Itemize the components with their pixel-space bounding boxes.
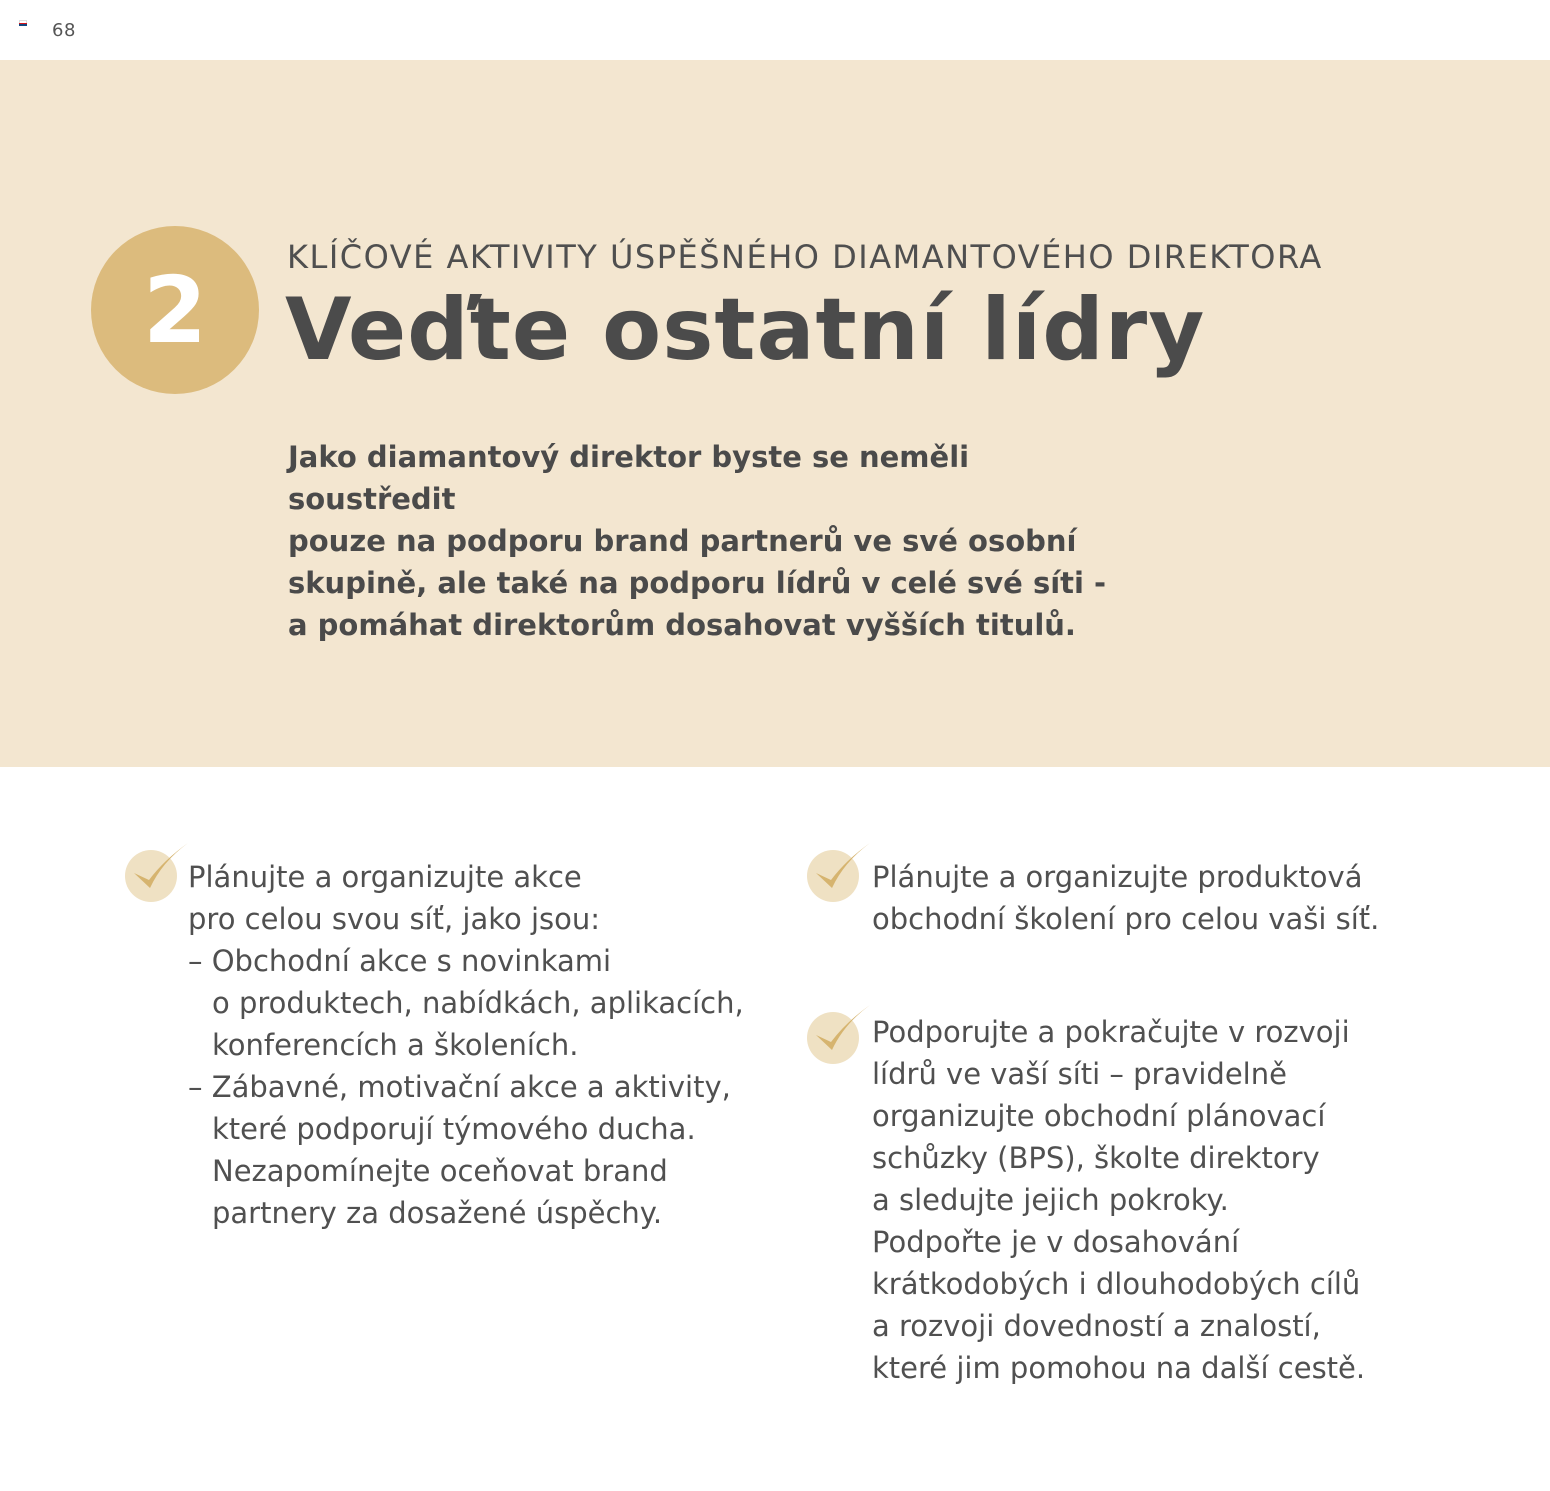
language-flag-icon [19, 20, 27, 26]
item-line: které jim pomohou na další cestě. [872, 1351, 1366, 1385]
item-line: Plánujte a organizujte akce [188, 860, 582, 894]
intro-paragraph: Jako diamantový direktor byste se neměli soustředit pouze na podporu brand partnerů ve své osobní skupině, ale také na podporu lídrů v celé své síti - a pomáhat direktorům dosahovat vyšších titulů. [288, 440, 1107, 642]
item-line: Podpořte je v dosahování [872, 1225, 1240, 1259]
item-line: a sledujte jejich pokroky. [872, 1183, 1229, 1217]
section-kicker: KLÍČOVÉ AKTIVITY ÚSPĚŠNÉHO DIAMANTOVÉHO DIREKTORA [287, 238, 1323, 276]
item-line: schůzky (BPS), školte direktory [872, 1141, 1320, 1175]
list-item-leaders [872, 1011, 1365, 1389]
item-line: a rozvoji dovedností a znalostí, [872, 1309, 1321, 1343]
item-line: Nezapomínejte oceňovat brand [212, 1154, 668, 1188]
checkmark-icon [124, 840, 190, 906]
item-line: partnery za dosažené úspěchy. [212, 1196, 663, 1230]
item-line: obchodní školení pro celou vaši síť. [872, 902, 1380, 936]
item-line: Podporujte a pokračujte v rozvoji [872, 1015, 1350, 1049]
item-line: organizujte obchodní plánovací [872, 1099, 1326, 1133]
page-title: Veďte ostatní lídry [285, 280, 1206, 380]
section-number-badge: 2 [91, 226, 259, 394]
item-line: pro celou svou síť, jako jsou: [188, 902, 601, 936]
list-item-events [188, 856, 744, 1234]
item-line: – Zábavné, motivační akce a aktivity, [188, 1070, 731, 1104]
section-banner [0, 60, 1550, 767]
item-line: – Obchodní akce s novinkami [188, 944, 612, 978]
item-line: o produktech, nabídkách, aplikacích, [212, 986, 744, 1020]
checkmark-icon [806, 1002, 872, 1068]
item-line: krátkodobých i dlouhodobých cílů [872, 1267, 1361, 1301]
checkmark-icon [806, 840, 872, 906]
item-line: lídrů ve vaší síti – pravidelně [872, 1057, 1287, 1091]
item-line: Plánujte a organizujte produktová [872, 860, 1363, 894]
item-line: konferencích a školeních. [212, 1028, 579, 1062]
list-item-training [872, 856, 1379, 940]
page-number: 68 [52, 20, 76, 41]
item-line: které podporují týmového ducha. [212, 1112, 696, 1146]
